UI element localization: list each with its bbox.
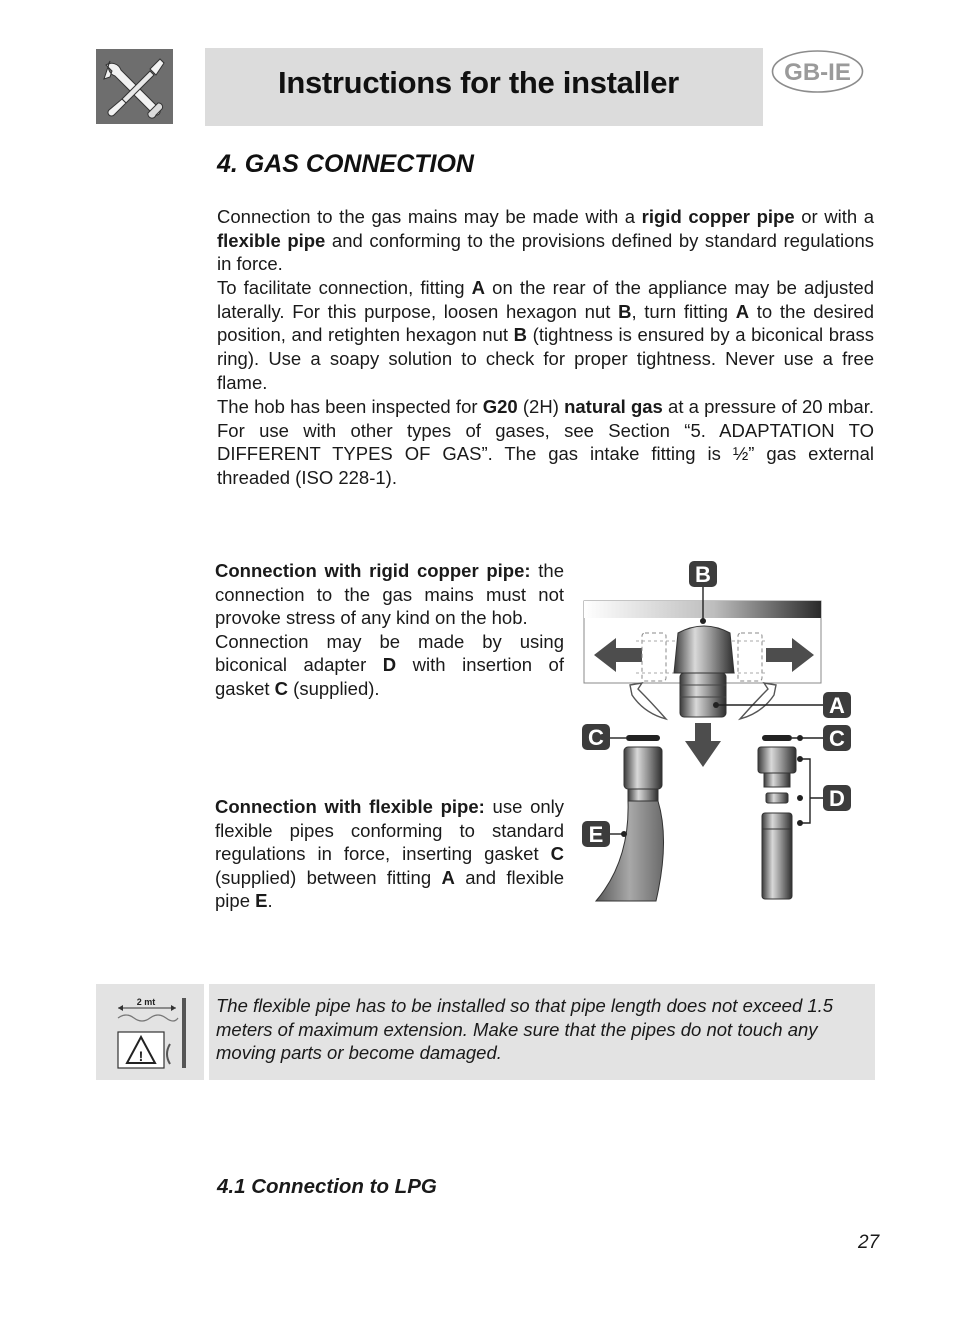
gasket-c-right [762,735,792,741]
text-run: on the rear of the appliance may be adjusted laterally. For this purpose, loosen hexagon nut [217,277,874,322]
text-run: (supplied). [288,677,380,699]
tools-icon-box [96,49,173,124]
text-run: use only flexible pipes conforming to standard regulations in force, inserting gasket [215,796,565,864]
text-run: to the desired position, and retighten hexagon nut [217,300,874,346]
text-run: Connection may be made by using biconical adapter [215,630,564,675]
ref-gasket-c: C [274,677,289,699]
label-a: A [829,693,845,718]
rotate-right-icon [740,683,776,719]
country-badge-label: GB-IE [784,59,851,86]
paragraph-inspection [217,395,874,490]
label-c-right: C [829,726,845,751]
flexible-pipe-heading: Connection with flexible pipe: [215,796,485,817]
label-c-left: C [588,725,604,750]
ref-pipe-e: E [255,890,268,911]
text-run: The hob has been inspected for [217,396,483,417]
ref-fitting-a: A [471,277,486,298]
gasket-c-left [626,735,660,741]
paragraph-pipes [217,205,874,276]
warning-triangle-icon [96,984,204,1080]
ref-gasket-c: C [550,843,564,864]
term-flexible-pipe: flexible pipe [217,229,326,251]
warning-text: The flexible pipe has to be installed so that pipe length does not exceed 1.5 meters of maximum extension. Make sure that the pipes do not touch any moving parts or become damaged. [216,995,834,1063]
rigid-copper-pipe [762,813,792,899]
header-title-bar [205,48,763,126]
warning-icon-box [96,984,204,1080]
text-run: (2H) [517,396,565,417]
rotate-left-icon [630,683,666,719]
fitting-a [680,673,726,717]
term-g20: G20 [482,396,518,417]
text-run: Connection to the gas mains may be made with a [217,206,642,227]
label-b: B [695,562,711,587]
text-run: and flexible pipe [215,866,565,911]
wrench-screwdriver-icon [96,49,173,124]
gas-connection-diagram [576,557,856,909]
biconical-ring [766,793,788,803]
label-e: E [588,822,604,847]
text-run: (supplied) between fitting [215,866,442,888]
page-number: 27 [858,1232,880,1253]
ref-fitting-a: A [735,300,750,322]
text-run: or with a [794,206,874,227]
pipe-length-label: 2 mt [136,997,156,1007]
adapter-d-nut [758,747,796,773]
warning-text-box [209,984,875,1080]
flexible-pipe-e [596,801,664,901]
svg-text:!: ! [138,1048,144,1064]
text-run: with insertion of gasket [215,654,564,699]
subsection-heading: 4.1 Connection to LPG [217,1175,437,1198]
section-heading: 4. GAS CONNECTION [217,150,474,178]
term-natural-gas: natural gas [564,396,663,417]
country-badge [771,50,864,93]
hose-nut [624,747,662,789]
term-rigid-copper-pipe: rigid copper pipe [641,206,795,227]
ref-nut-b: B [618,300,632,322]
ref-fitting-a: A [441,866,455,888]
text-run: To facilitate connection, fitting [217,277,472,298]
text-run: (tightness is ensured by a biconical brass ring). Use a soapy solution to check for proper tightness. Never use a free flame. [217,324,874,393]
text-run: , turn fitting [631,300,736,322]
label-d: D [829,786,845,811]
hex-nut-b [674,626,734,673]
paragraph-fitting [217,276,874,395]
text-run: . [267,890,273,911]
page-title: Instructions for the installer [278,65,679,100]
rigid-pipe-heading: Connection with rigid copper pipe: [215,560,531,581]
text-run: the connection to the gas mains must not provoke stress of any kind on the hob. [215,560,564,628]
rigid-pipe-paragraph [215,559,564,700]
flexible-pipe-paragraph [215,795,564,913]
text-run: and conforming to the provisions defined by standard regulations in force. [217,229,874,275]
ref-adapter-d: D [382,654,397,675]
text-run: at a pressure of 20 mbar. For use with other types of gases, see Section “5. ADAPTATION TO DIFFERENT TYPES OF GAS”. The gas intake fitting is ½” gas external threaded (ISO 228-1). [217,396,874,489]
arrow-down-icon [685,723,721,767]
ref-nut-b: B [513,324,528,346]
